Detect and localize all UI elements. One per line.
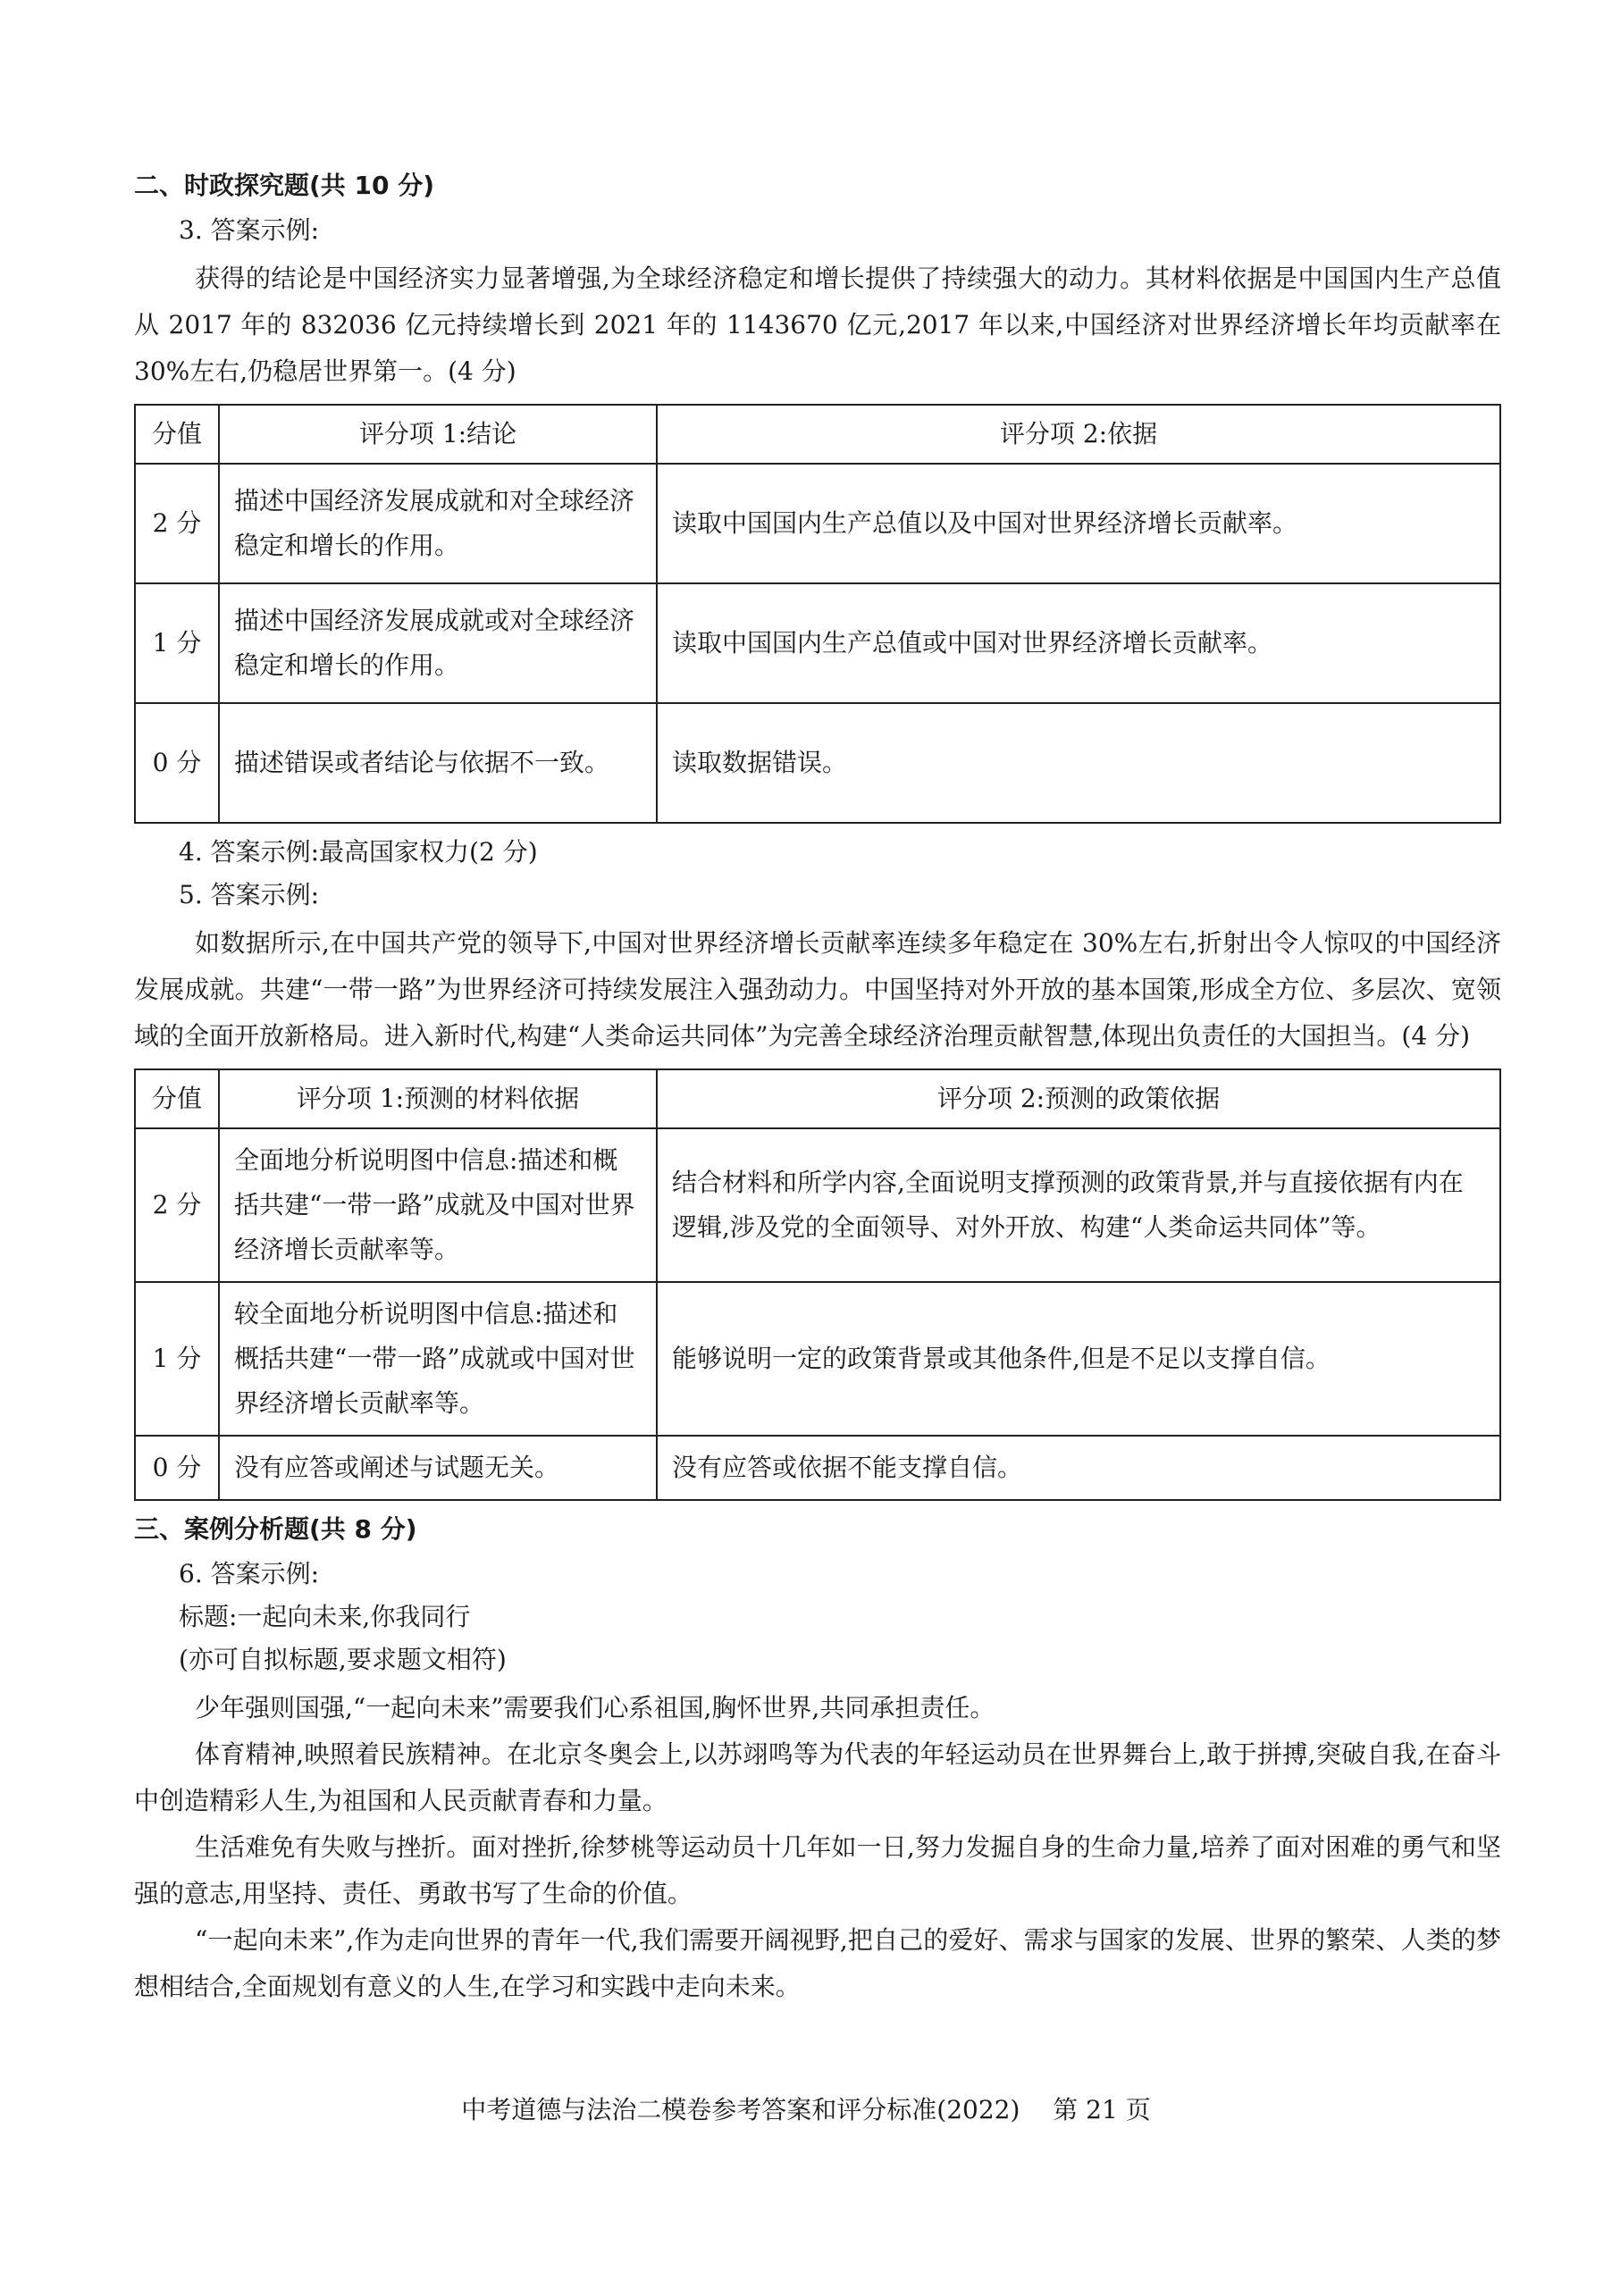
row-criterion-1: 没有应答或阐述与试题无关。 (219, 1436, 657, 1500)
row-criterion-2: 读取数据错误。 (657, 703, 1500, 823)
q6-label: 6. 答案示例: (179, 1559, 320, 1588)
section-3-title: 三、案例分析题(共 8 分) (134, 1514, 417, 1544)
q6-headline: 标题:一起向未来,你我同行 (179, 1602, 471, 1631)
header-score: 分值 (135, 405, 219, 464)
row-score: 1 分 (135, 1282, 219, 1436)
q6-paragraph: “一起向未来”,作为走向世界的青年一代,我们需要开阔视野,把自己的爱好、需求与国家的发展、世界的繁荣、人类的梦想相结合,全面规划有意义的人生,在学习和实践中走向未来。 (134, 1925, 1501, 2001)
table-row (135, 1436, 1500, 1500)
row-criterion-2: 读取中国国内生产总值以及中国对世界经济增长贡献率。 (657, 464, 1500, 583)
answer-page (134, 168, 1501, 2010)
row-criterion-2: 结合材料和所学内容,全面说明支撑预测的政策背景,并与直接依据有内在逻辑,涉及党的全面领导、对外开放、构建“人类命运共同体”等。 (657, 1128, 1500, 1282)
section-2-title: 二、时政探究题(共 10 分) (134, 171, 435, 200)
header-criterion-2: 评分项 2:预测的政策依据 (657, 1069, 1500, 1128)
row-criterion-1: 描述错误或者结论与依据不一致。 (219, 703, 657, 823)
page-footer (0, 2091, 1612, 2126)
q6-note: (亦可自拟标题,要求题文相符) (179, 1645, 507, 1674)
header-score: 分值 (135, 1069, 219, 1128)
q3-scoring-table (134, 404, 1501, 824)
row-criterion-1: 全面地分析说明图中信息:描述和概括共建“一带一路”成就及中国对世界经济增长贡献率等。 (219, 1128, 657, 1282)
row-score: 0 分 (135, 703, 219, 823)
q6-paragraph: 体育精神,映照着民族精神。在北京冬奥会上,以苏翊鸣等为代表的年轻运动员在世界舞台上,敢于拼搏,突破自我,在奋斗中创造精彩人生,为祖国和人民贡献青春和力量。 (134, 1739, 1501, 1815)
table-header-row (135, 1069, 1500, 1128)
table-row (135, 1128, 1500, 1282)
header-criterion-1: 评分项 1:结论 (219, 405, 657, 464)
table-row (135, 583, 1500, 703)
q5-scoring-table (134, 1068, 1501, 1501)
row-criterion-2: 能够说明一定的政策背景或其他条件,但是不足以支撑自信。 (657, 1282, 1500, 1436)
header-criterion-1: 评分项 1:预测的材料依据 (219, 1069, 657, 1128)
row-criterion-1: 描述中国经济发展成就或对全球经济稳定和增长的作用。 (219, 583, 657, 703)
row-criterion-1: 较全面地分析说明图中信息:描述和概括共建“一带一路”成就或中国对世界经济增长贡献率等。 (219, 1282, 657, 1436)
table-row (135, 703, 1500, 823)
table-row (135, 1282, 1500, 1436)
row-criterion-2: 读取中国国内生产总值或中国对世界经济增长贡献率。 (657, 583, 1500, 703)
row-score: 1 分 (135, 583, 219, 703)
q4-answer: 4. 答案示例:最高国家权力(2 分) (179, 837, 538, 867)
row-criterion-2: 没有应答或依据不能支撑自信。 (657, 1436, 1500, 1500)
row-criterion-1: 描述中国经济发展成就和对全球经济稳定和增长的作用。 (219, 464, 657, 583)
row-score: 0 分 (135, 1436, 219, 1500)
table-row (135, 464, 1500, 583)
header-criterion-2: 评分项 2:依据 (657, 405, 1500, 464)
q3-answer-paragraph: 获得的结论是中国经济实力显著增强,为全球经济稳定和增长提供了持续强大的动力。其材料依据是中国国内生产总值从 2017 年的 832036 亿元持续增长到 2021 年的 1143670 亿元,2017 年以来,中国经济对世界经济增长年均贡献率在 30%左右,仍稳居世界第一。(4 分) (134, 264, 1501, 386)
footer-title: 中考道德与法治二模卷参考答案和评分标准(2022) (461, 2095, 1020, 2124)
q6-paragraph: 少年强则国强,“一起向未来”需要我们心系祖国,胸怀世界,共同承担责任。 (195, 1693, 995, 1722)
table-header-row (135, 405, 1500, 464)
footer-page-number: 第 21 页 (1053, 2095, 1151, 2124)
q5-label: 5. 答案示例: (179, 880, 320, 909)
q6-paragraph: 生活难免有失败与挫折。面对挫折,徐梦桃等运动员十几年如一日,努力发掘自身的生命力量,培养了面对困难的勇气和坚强的意志,用坚持、责任、勇敢书写了生命的价值。 (134, 1832, 1501, 1908)
q5-answer-paragraph: 如数据所示,在中国共产党的领导下,中国对世界经济增长贡献率连续多年稳定在 30%左右,折射出令人惊叹的中国经济发展成就。共建“一带一路”为世界经济可持续发展注入强劲动力。中国坚持对外开放的基本国策,形成全方位、多层次、宽领域的全面开放新格局。进入新时代,构建“人类命运共同体”为完善全球经济治理贡献智慧,体现出负责任的大国担当。(4 分) (134, 928, 1501, 1051)
row-score: 2 分 (135, 464, 219, 583)
q3-label: 3. 答案示例: (179, 215, 320, 245)
row-score: 2 分 (135, 1128, 219, 1282)
